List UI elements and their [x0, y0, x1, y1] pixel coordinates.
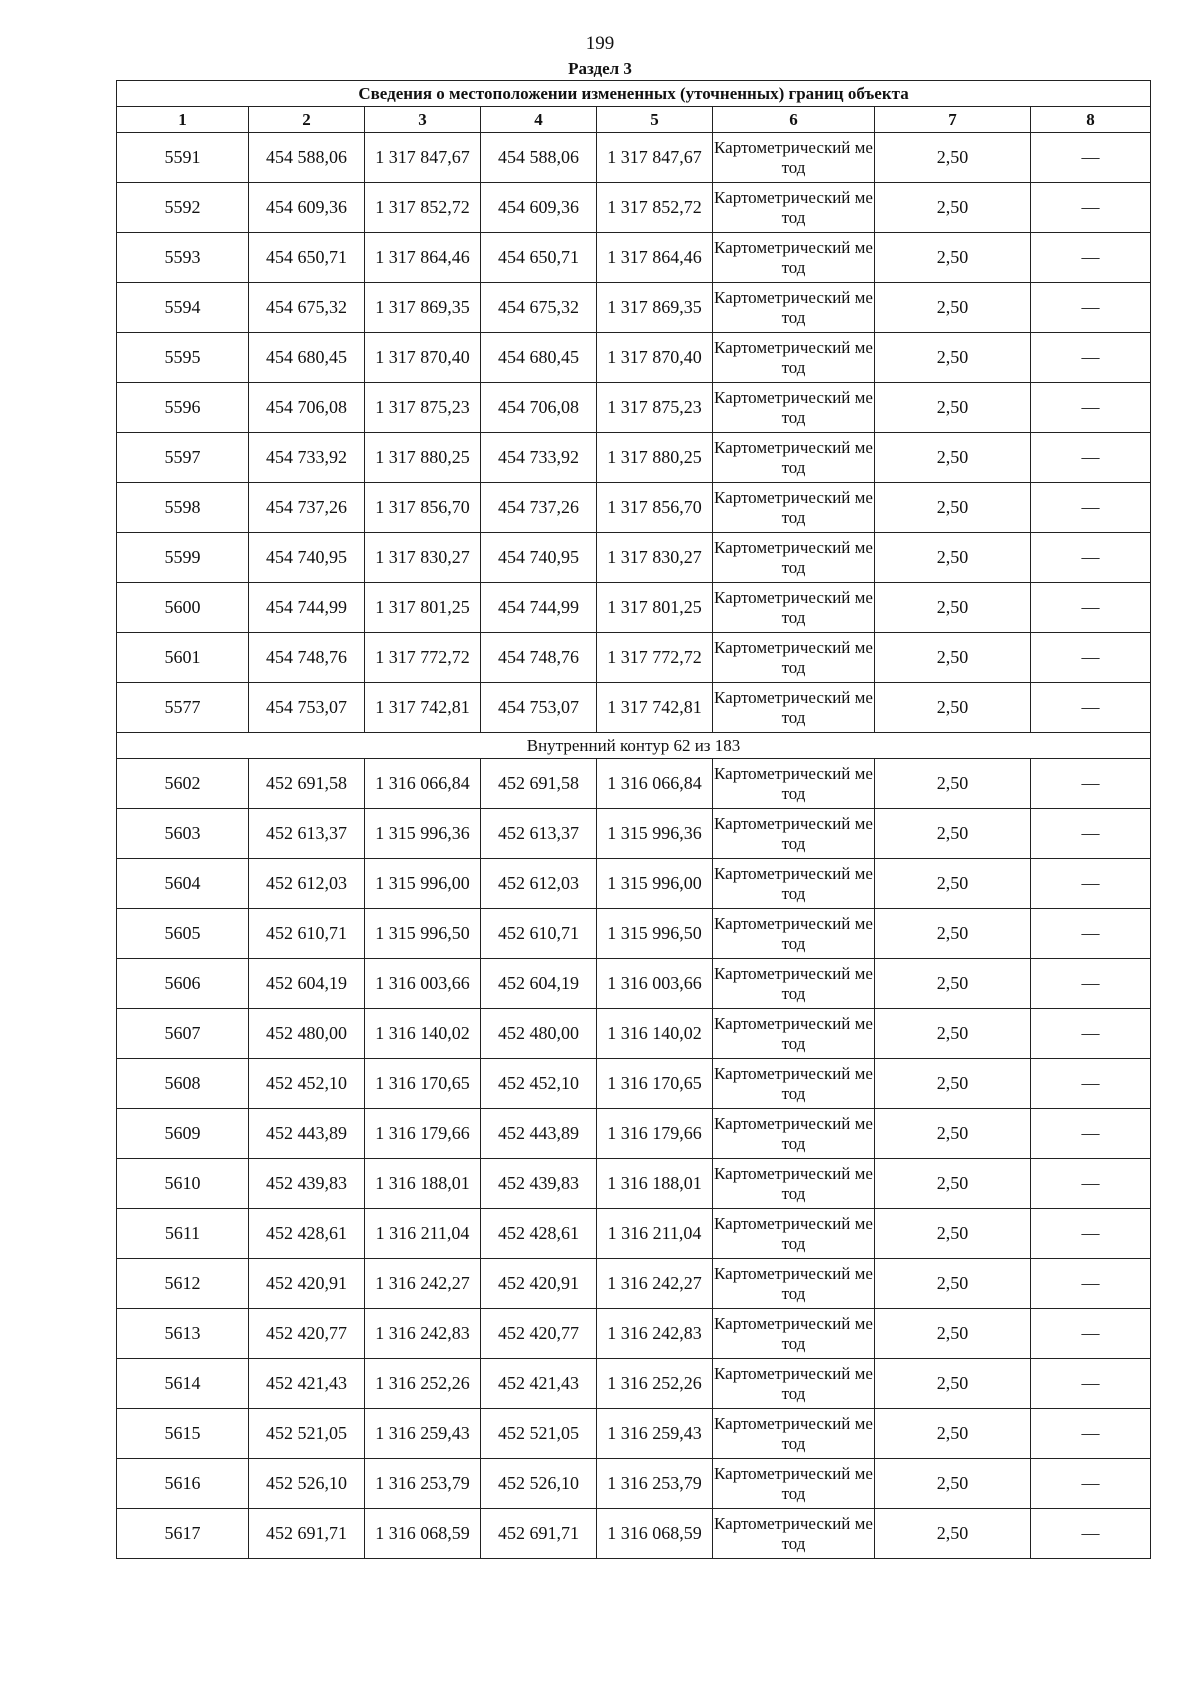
- y-coordinate-cell: 1 317 880,25: [365, 433, 481, 483]
- x-coordinate-cell: 454 675,32: [249, 283, 365, 333]
- x-coordinate-refined-cell: 452 691,71: [481, 1509, 597, 1559]
- x-coordinate-refined-cell: 454 748,76: [481, 633, 597, 683]
- x-coordinate-cell: 452 439,83: [249, 1159, 365, 1209]
- method-cell: Картометрический метод: [713, 1059, 875, 1109]
- accuracy-cell: 2,50: [875, 433, 1031, 483]
- accuracy-cell: 2,50: [875, 1259, 1031, 1309]
- note-cell: —: [1031, 1509, 1151, 1559]
- point-number-cell: 5602: [117, 759, 249, 809]
- table-row: [117, 683, 1151, 733]
- y-coordinate-refined-cell: 1 317 772,72: [597, 633, 713, 683]
- method-cell: Картометрический метод: [713, 633, 875, 683]
- accuracy-cell: 2,50: [875, 1109, 1031, 1159]
- x-coordinate-cell: 454 650,71: [249, 233, 365, 283]
- y-coordinate-refined-cell: 1 315 996,50: [597, 909, 713, 959]
- note-cell: —: [1031, 1259, 1151, 1309]
- x-coordinate-cell: 452 420,77: [249, 1309, 365, 1359]
- table-row: [117, 1009, 1151, 1059]
- accuracy-cell: 2,50: [875, 959, 1031, 1009]
- point-number-cell: 5616: [117, 1459, 249, 1509]
- note-cell: —: [1031, 1359, 1151, 1409]
- x-coordinate-refined-cell: 454 588,06: [481, 133, 597, 183]
- x-coordinate-cell: 452 443,89: [249, 1109, 365, 1159]
- y-coordinate-refined-cell: 1 317 801,25: [597, 583, 713, 633]
- x-coordinate-cell: 452 480,00: [249, 1009, 365, 1059]
- x-coordinate-cell: 454 733,92: [249, 433, 365, 483]
- contour-label-row: [117, 733, 1151, 759]
- method-cell: Картометрический метод: [713, 1309, 875, 1359]
- method-cell: Картометрический метод: [713, 1109, 875, 1159]
- y-coordinate-refined-cell: 1 317 870,40: [597, 333, 713, 383]
- note-cell: —: [1031, 759, 1151, 809]
- point-number-cell: 5603: [117, 809, 249, 859]
- y-coordinate-refined-cell: 1 316 259,43: [597, 1409, 713, 1459]
- table-row: [117, 1509, 1151, 1559]
- column-number: 4: [481, 107, 597, 133]
- note-cell: —: [1031, 909, 1151, 959]
- y-coordinate-refined-cell: 1 316 140,02: [597, 1009, 713, 1059]
- method-cell: Картометрический метод: [713, 1409, 875, 1459]
- x-coordinate-cell: 454 706,08: [249, 383, 365, 433]
- x-coordinate-refined-cell: 452 480,00: [481, 1009, 597, 1059]
- y-coordinate-cell: 1 315 996,36: [365, 809, 481, 859]
- column-number: 6: [713, 107, 875, 133]
- table-row: [117, 133, 1151, 183]
- method-cell: Картометрический метод: [713, 583, 875, 633]
- y-coordinate-refined-cell: 1 315 996,00: [597, 859, 713, 909]
- table-row: [117, 383, 1151, 433]
- x-coordinate-refined-cell: 452 452,10: [481, 1059, 597, 1109]
- table-row: [117, 333, 1151, 383]
- note-cell: —: [1031, 1309, 1151, 1359]
- x-coordinate-cell: 452 691,71: [249, 1509, 365, 1559]
- point-number-cell: 5605: [117, 909, 249, 959]
- note-cell: —: [1031, 233, 1151, 283]
- y-coordinate-refined-cell: 1 316 003,66: [597, 959, 713, 1009]
- x-coordinate-cell: 454 748,76: [249, 633, 365, 683]
- note-cell: —: [1031, 383, 1151, 433]
- table-row: [117, 183, 1151, 233]
- y-coordinate-refined-cell: 1 317 880,25: [597, 433, 713, 483]
- x-coordinate-refined-cell: 454 609,36: [481, 183, 597, 233]
- x-coordinate-cell: 454 740,95: [249, 533, 365, 583]
- point-number-cell: 5595: [117, 333, 249, 383]
- x-coordinate-refined-cell: 452 610,71: [481, 909, 597, 959]
- method-cell: Картометрический метод: [713, 433, 875, 483]
- y-coordinate-cell: 1 316 259,43: [365, 1409, 481, 1459]
- y-coordinate-refined-cell: 1 317 875,23: [597, 383, 713, 433]
- y-coordinate-cell: 1 317 742,81: [365, 683, 481, 733]
- note-cell: —: [1031, 583, 1151, 633]
- x-coordinate-cell: 452 613,37: [249, 809, 365, 859]
- x-coordinate-refined-cell: 452 439,83: [481, 1159, 597, 1209]
- method-cell: Картометрический метод: [713, 1259, 875, 1309]
- method-cell: Картометрический метод: [713, 133, 875, 183]
- x-coordinate-refined-cell: 454 706,08: [481, 383, 597, 433]
- method-cell: Картометрический метод: [713, 1509, 875, 1559]
- column-number: 7: [875, 107, 1031, 133]
- x-coordinate-refined-cell: 452 612,03: [481, 859, 597, 909]
- column-number: 3: [365, 107, 481, 133]
- point-number-cell: 5599: [117, 533, 249, 583]
- table-row: [117, 1359, 1151, 1409]
- note-cell: —: [1031, 859, 1151, 909]
- x-coordinate-cell: 452 420,91: [249, 1259, 365, 1309]
- accuracy-cell: 2,50: [875, 859, 1031, 909]
- table-row: [117, 1159, 1151, 1209]
- method-cell: Картометрический метод: [713, 1209, 875, 1259]
- y-coordinate-refined-cell: 1 317 852,72: [597, 183, 713, 233]
- y-coordinate-cell: 1 315 996,00: [365, 859, 481, 909]
- y-coordinate-refined-cell: 1 317 847,67: [597, 133, 713, 183]
- table-row: [117, 1259, 1151, 1309]
- table-row: [117, 233, 1151, 283]
- x-coordinate-refined-cell: 452 691,58: [481, 759, 597, 809]
- accuracy-cell: 2,50: [875, 583, 1031, 633]
- y-coordinate-cell: 1 316 242,27: [365, 1259, 481, 1309]
- method-cell: Картометрический метод: [713, 1159, 875, 1209]
- accuracy-cell: 2,50: [875, 633, 1031, 683]
- y-coordinate-refined-cell: 1 317 830,27: [597, 533, 713, 583]
- note-cell: —: [1031, 1009, 1151, 1059]
- method-cell: Картометрический метод: [713, 1459, 875, 1509]
- x-coordinate-cell: 452 421,43: [249, 1359, 365, 1409]
- table-row: [117, 1309, 1151, 1359]
- table-body: [117, 133, 1151, 1559]
- note-cell: —: [1031, 1159, 1151, 1209]
- x-coordinate-cell: 452 521,05: [249, 1409, 365, 1459]
- note-cell: —: [1031, 1209, 1151, 1259]
- y-coordinate-cell: 1 316 242,83: [365, 1309, 481, 1359]
- y-coordinate-cell: 1 317 830,27: [365, 533, 481, 583]
- x-coordinate-refined-cell: 452 613,37: [481, 809, 597, 859]
- table-row: [117, 859, 1151, 909]
- accuracy-cell: 2,50: [875, 809, 1031, 859]
- y-coordinate-cell: 1 317 801,25: [365, 583, 481, 633]
- note-cell: —: [1031, 183, 1151, 233]
- point-number-cell: 5604: [117, 859, 249, 909]
- y-coordinate-cell: 1 317 869,35: [365, 283, 481, 333]
- table-row: [117, 909, 1151, 959]
- y-coordinate-cell: 1 315 996,50: [365, 909, 481, 959]
- accuracy-cell: 2,50: [875, 1209, 1031, 1259]
- section-title: Раздел 3: [568, 59, 632, 78]
- note-cell: —: [1031, 483, 1151, 533]
- x-coordinate-refined-cell: 454 744,99: [481, 583, 597, 633]
- x-coordinate-refined-cell: 452 420,77: [481, 1309, 597, 1359]
- y-coordinate-refined-cell: 1 316 179,66: [597, 1109, 713, 1159]
- x-coordinate-refined-cell: 454 737,26: [481, 483, 597, 533]
- method-cell: Картометрический метод: [713, 859, 875, 909]
- y-coordinate-refined-cell: 1 316 188,01: [597, 1159, 713, 1209]
- x-coordinate-refined-cell: 454 680,45: [481, 333, 597, 383]
- y-coordinate-cell: 1 317 772,72: [365, 633, 481, 683]
- table-row: [117, 1109, 1151, 1159]
- x-coordinate-refined-cell: 454 753,07: [481, 683, 597, 733]
- x-coordinate-cell: 454 744,99: [249, 583, 365, 633]
- y-coordinate-cell: 1 316 179,66: [365, 1109, 481, 1159]
- method-cell: Картометрический метод: [713, 333, 875, 383]
- y-coordinate-cell: 1 317 864,46: [365, 233, 481, 283]
- y-coordinate-cell: 1 317 852,72: [365, 183, 481, 233]
- y-coordinate-refined-cell: 1 317 742,81: [597, 683, 713, 733]
- note-cell: —: [1031, 633, 1151, 683]
- point-number-cell: 5594: [117, 283, 249, 333]
- point-number-cell: 5593: [117, 233, 249, 283]
- x-coordinate-cell: 452 610,71: [249, 909, 365, 959]
- y-coordinate-refined-cell: 1 316 068,59: [597, 1509, 713, 1559]
- accuracy-cell: 2,50: [875, 383, 1031, 433]
- table-row: [117, 283, 1151, 333]
- note-cell: —: [1031, 333, 1151, 383]
- x-coordinate-cell: 452 691,58: [249, 759, 365, 809]
- x-coordinate-refined-cell: 452 521,05: [481, 1409, 597, 1459]
- table-row: [117, 433, 1151, 483]
- y-coordinate-refined-cell: 1 315 996,36: [597, 809, 713, 859]
- y-coordinate-refined-cell: 1 317 856,70: [597, 483, 713, 533]
- accuracy-cell: 2,50: [875, 333, 1031, 383]
- y-coordinate-refined-cell: 1 317 869,35: [597, 283, 713, 333]
- note-cell: —: [1031, 1409, 1151, 1459]
- x-coordinate-refined-cell: 452 421,43: [481, 1359, 597, 1409]
- point-number-cell: 5611: [117, 1209, 249, 1259]
- column-number: 8: [1031, 107, 1151, 133]
- method-cell: Картометрический метод: [713, 1009, 875, 1059]
- note-cell: —: [1031, 683, 1151, 733]
- x-coordinate-cell: 452 612,03: [249, 859, 365, 909]
- table-caption-row: [117, 81, 1151, 107]
- point-number-cell: 5612: [117, 1259, 249, 1309]
- x-coordinate-refined-cell: 454 733,92: [481, 433, 597, 483]
- x-coordinate-cell: 452 452,10: [249, 1059, 365, 1109]
- x-coordinate-cell: 452 604,19: [249, 959, 365, 1009]
- point-number-cell: 5606: [117, 959, 249, 1009]
- note-cell: —: [1031, 809, 1151, 859]
- y-coordinate-refined-cell: 1 316 211,04: [597, 1209, 713, 1259]
- x-coordinate-refined-cell: 452 428,61: [481, 1209, 597, 1259]
- method-cell: Картометрический метод: [713, 533, 875, 583]
- accuracy-cell: 2,50: [875, 1359, 1031, 1409]
- method-cell: Картометрический метод: [713, 233, 875, 283]
- note-cell: —: [1031, 1459, 1151, 1509]
- accuracy-cell: 2,50: [875, 683, 1031, 733]
- point-number-cell: 5609: [117, 1109, 249, 1159]
- method-cell: Картометрический метод: [713, 1359, 875, 1409]
- y-coordinate-cell: 1 316 068,59: [365, 1509, 481, 1559]
- point-number-cell: 5600: [117, 583, 249, 633]
- y-coordinate-cell: 1 316 003,66: [365, 959, 481, 1009]
- note-cell: —: [1031, 959, 1151, 1009]
- note-cell: —: [1031, 533, 1151, 583]
- accuracy-cell: 2,50: [875, 1409, 1031, 1459]
- x-coordinate-refined-cell: 452 526,10: [481, 1459, 597, 1509]
- note-cell: —: [1031, 133, 1151, 183]
- y-coordinate-refined-cell: 1 316 252,26: [597, 1359, 713, 1409]
- method-cell: Картометрический метод: [713, 909, 875, 959]
- column-number-row: [117, 107, 1151, 133]
- point-number-cell: 5592: [117, 183, 249, 233]
- point-number-cell: 5596: [117, 383, 249, 433]
- table-row: [117, 959, 1151, 1009]
- point-number-cell: 5615: [117, 1409, 249, 1459]
- point-number-cell: 5607: [117, 1009, 249, 1059]
- point-number-cell: 5617: [117, 1509, 249, 1559]
- y-coordinate-refined-cell: 1 317 864,46: [597, 233, 713, 283]
- table-row: [117, 483, 1151, 533]
- point-number-cell: 5610: [117, 1159, 249, 1209]
- accuracy-cell: 2,50: [875, 183, 1031, 233]
- accuracy-cell: 2,50: [875, 1059, 1031, 1109]
- coordinates-table: [116, 80, 1151, 1559]
- x-coordinate-refined-cell: 452 443,89: [481, 1109, 597, 1159]
- note-cell: —: [1031, 433, 1151, 483]
- x-coordinate-cell: 452 428,61: [249, 1209, 365, 1259]
- table-caption: Сведения о местоположении измененных (уточненных) границ объекта: [117, 81, 1151, 107]
- table-row: [117, 633, 1151, 683]
- x-coordinate-cell: 452 526,10: [249, 1459, 365, 1509]
- y-coordinate-cell: 1 316 211,04: [365, 1209, 481, 1259]
- accuracy-cell: 2,50: [875, 759, 1031, 809]
- method-cell: Картометрический метод: [713, 683, 875, 733]
- point-number-cell: 5613: [117, 1309, 249, 1359]
- note-cell: —: [1031, 1059, 1151, 1109]
- y-coordinate-cell: 1 317 875,23: [365, 383, 481, 433]
- table-row: [117, 533, 1151, 583]
- y-coordinate-cell: 1 317 870,40: [365, 333, 481, 383]
- y-coordinate-cell: 1 316 188,01: [365, 1159, 481, 1209]
- page-number: 199: [585, 33, 615, 54]
- y-coordinate-cell: 1 316 253,79: [365, 1459, 481, 1509]
- y-coordinate-cell: 1 316 252,26: [365, 1359, 481, 1409]
- table-row: [117, 1209, 1151, 1259]
- column-number: 2: [249, 107, 365, 133]
- y-coordinate-cell: 1 316 140,02: [365, 1009, 481, 1059]
- point-number-cell: 5608: [117, 1059, 249, 1109]
- accuracy-cell: 2,50: [875, 533, 1031, 583]
- table-row: [117, 583, 1151, 633]
- y-coordinate-refined-cell: 1 316 242,83: [597, 1309, 713, 1359]
- table-row: [117, 1459, 1151, 1509]
- accuracy-cell: 2,50: [875, 233, 1031, 283]
- accuracy-cell: 2,50: [875, 1309, 1031, 1359]
- accuracy-cell: 2,50: [875, 283, 1031, 333]
- y-coordinate-cell: 1 317 847,67: [365, 133, 481, 183]
- x-coordinate-refined-cell: 454 740,95: [481, 533, 597, 583]
- column-number: 1: [117, 107, 249, 133]
- y-coordinate-cell: 1 316 066,84: [365, 759, 481, 809]
- method-cell: Картометрический метод: [713, 809, 875, 859]
- column-number: 5: [597, 107, 713, 133]
- y-coordinate-refined-cell: 1 316 170,65: [597, 1059, 713, 1109]
- note-cell: —: [1031, 1109, 1151, 1159]
- accuracy-cell: 2,50: [875, 483, 1031, 533]
- point-number-cell: 5598: [117, 483, 249, 533]
- point-number-cell: 5601: [117, 633, 249, 683]
- note-cell: —: [1031, 283, 1151, 333]
- accuracy-cell: 2,50: [875, 133, 1031, 183]
- method-cell: Картометрический метод: [713, 483, 875, 533]
- x-coordinate-cell: 454 680,45: [249, 333, 365, 383]
- point-number-cell: 5614: [117, 1359, 249, 1409]
- x-coordinate-cell: 454 588,06: [249, 133, 365, 183]
- accuracy-cell: 2,50: [875, 1509, 1031, 1559]
- x-coordinate-refined-cell: 452 420,91: [481, 1259, 597, 1309]
- table-row: [117, 1409, 1151, 1459]
- x-coordinate-cell: 454 609,36: [249, 183, 365, 233]
- method-cell: Картометрический метод: [713, 283, 875, 333]
- point-number-cell: 5597: [117, 433, 249, 483]
- accuracy-cell: 2,50: [875, 1009, 1031, 1059]
- x-coordinate-refined-cell: 452 604,19: [481, 959, 597, 1009]
- y-coordinate-refined-cell: 1 316 242,27: [597, 1259, 713, 1309]
- x-coordinate-refined-cell: 454 650,71: [481, 233, 597, 283]
- method-cell: Картометрический метод: [713, 183, 875, 233]
- accuracy-cell: 2,50: [875, 909, 1031, 959]
- contour-label: Внутренний контур 62 из 183: [117, 733, 1151, 759]
- x-coordinate-cell: 454 737,26: [249, 483, 365, 533]
- y-coordinate-cell: 1 316 170,65: [365, 1059, 481, 1109]
- y-coordinate-refined-cell: 1 316 066,84: [597, 759, 713, 809]
- method-cell: Картометрический метод: [713, 959, 875, 1009]
- point-number-cell: 5577: [117, 683, 249, 733]
- accuracy-cell: 2,50: [875, 1159, 1031, 1209]
- table-row: [117, 809, 1151, 859]
- method-cell: Картометрический метод: [713, 383, 875, 433]
- y-coordinate-cell: 1 317 856,70: [365, 483, 481, 533]
- table-row: [117, 1059, 1151, 1109]
- x-coordinate-refined-cell: 454 675,32: [481, 283, 597, 333]
- x-coordinate-cell: 454 753,07: [249, 683, 365, 733]
- method-cell: Картометрический метод: [713, 759, 875, 809]
- point-number-cell: 5591: [117, 133, 249, 183]
- y-coordinate-refined-cell: 1 316 253,79: [597, 1459, 713, 1509]
- accuracy-cell: 2,50: [875, 1459, 1031, 1509]
- table-row: [117, 759, 1151, 809]
